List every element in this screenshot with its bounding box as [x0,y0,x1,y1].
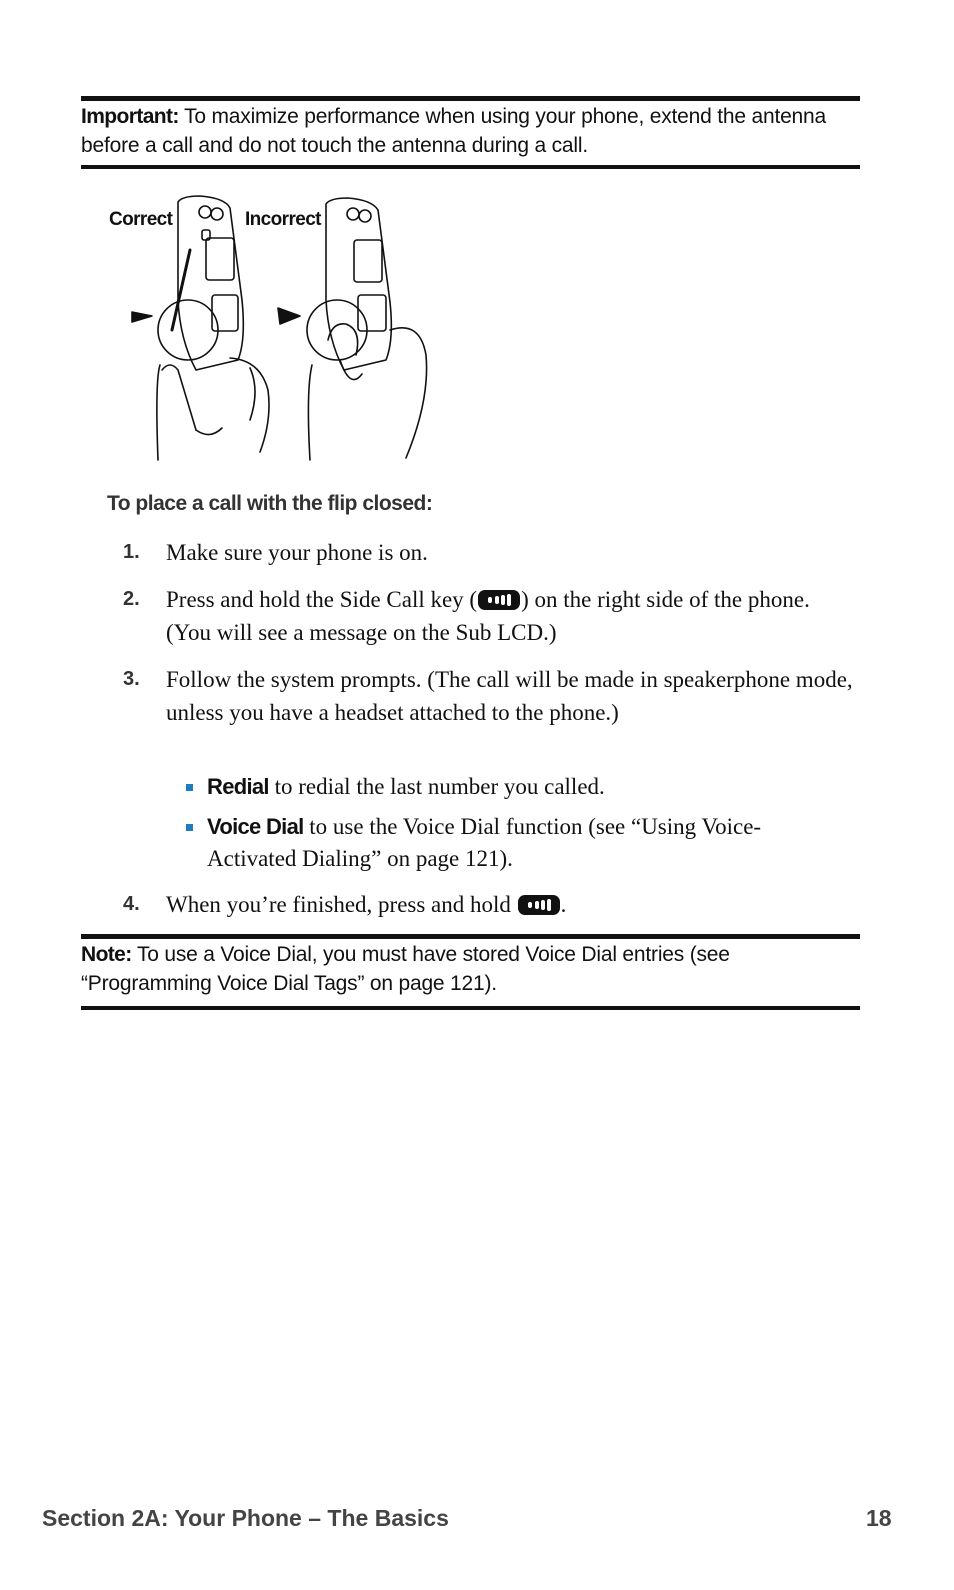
footer-page-number: 18 [866,1505,892,1531]
step-text [166,888,856,921]
note-text: To use a Voice Dial, you must have stored Voice Dial entries (see “Programming Voice Dial Tags” on page 121). [81,943,730,995]
antenna-illustration [100,190,440,465]
option-text [207,771,847,803]
left-phone-screen [206,238,234,280]
side-call-key-icon [518,895,560,915]
step-number: 2. [123,588,140,610]
option-description: to redial the last number you called. [268,774,605,799]
footer-section-title: Section 2A: Your Phone – The Basics [42,1505,449,1531]
label-incorrect: Incorrect [245,209,321,230]
option-text [207,811,847,875]
option-term: Voice Dial [207,814,304,839]
step-number: 4. [123,893,140,915]
step-text-after: ) on the right side of the phone. (You will see a message on the Sub LCD.) [166,587,810,645]
important-label: Important: [81,105,179,128]
left-phone-flip [178,196,243,370]
bullet-square-icon [186,784,193,791]
step-text-before: When you’re finished, press and hold [166,892,517,917]
option-description: to use the Voice Dial function (see “Using Voice-Activated Dialing” on page 121). [207,814,762,871]
step-text: Make sure your phone is on. [166,540,428,565]
step-text [166,583,856,649]
step-number: 3. [123,668,140,690]
important-callout [81,96,860,169]
phone-hand-drawing [100,190,440,465]
label-correct: Correct [109,209,173,230]
right-phone-flip [326,198,391,370]
step-text: Follow the system prompts. (The call will be made in speakerphone mode, unless you have a headset attached to the phone.) [166,667,853,725]
important-text: To maximize performance when using your phone, extend the antenna before a call and do not touch the antenna during a call. [81,105,826,157]
note-label: Note: [81,943,132,966]
step-number: 1. [123,541,140,563]
step-text-before: Press and hold the Side Call key ( [166,587,478,612]
procedure-heading: To place a call with the flip closed: [107,492,433,515]
right-phone-screen [354,240,382,282]
step-text-after: . [560,892,567,917]
side-call-key-icon [478,590,520,610]
bullet-square-icon [186,824,193,831]
note-callout [81,934,860,1010]
option-term: Redial [207,774,269,799]
